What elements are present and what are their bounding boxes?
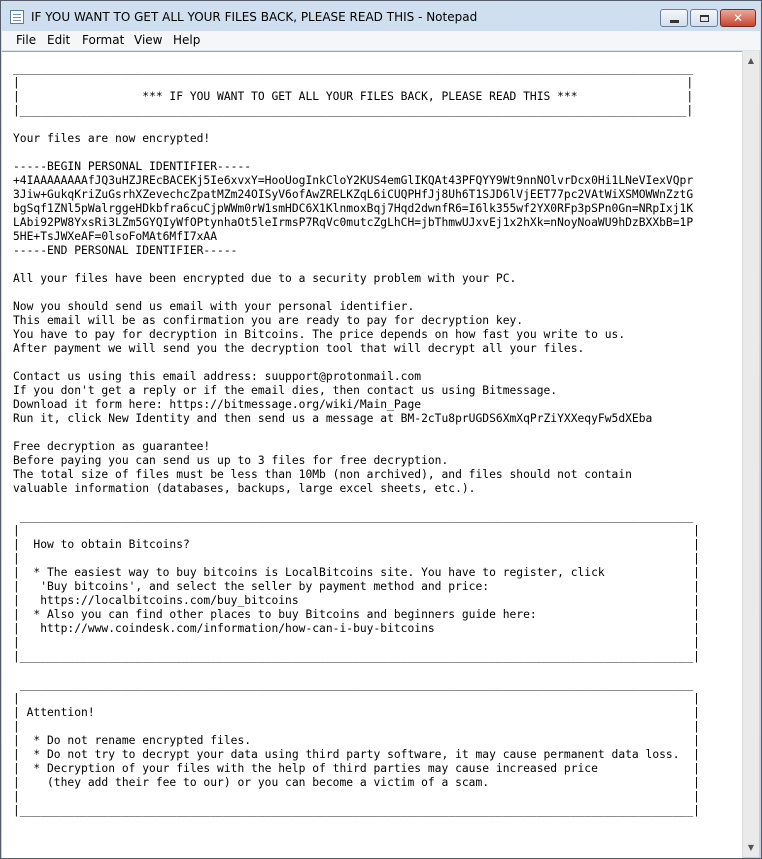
vertical-scrollbar[interactable] [742, 51, 759, 857]
menu-format[interactable]: Format [82, 33, 125, 47]
maximize-button[interactable] [690, 9, 718, 27]
title-bar[interactable] [1, 1, 761, 31]
minimize-button[interactable] [660, 9, 688, 27]
text-editor[interactable] [2, 51, 742, 858]
menu-help[interactable]: Help [173, 33, 201, 47]
notepad-icon[interactable] [10, 10, 24, 24]
menu-file[interactable]: File [16, 33, 37, 47]
window-title: IF YOU WANT TO GET ALL YOUR FILES BACK, PLEASE READ THIS - Notepad [31, 10, 478, 24]
menu-view[interactable]: View [134, 33, 163, 47]
maximize-icon [700, 15, 709, 22]
close-icon: ✕ [732, 11, 744, 25]
document-text[interactable]: ____________________________________________________________________________________________________ | | | *** IF YOU WANT TO GET ALL YOUR FILES BACK, PLEASE READ THIS *** | |__________________________________________________________________________________________________| Your files are now encrypted! -----BEGIN PERSONAL IDENTIFIER----- +4IAAAAAAAAfJQ3uHZJREcBACEKj5Ie6xvxY=HooUogInkCloY2KUS4emGlIKQAt43PFQYY9Wt9nnNOlvrDcx0Hi1LNeVIexVQpr 3Jiw+GukqKriZuGsrhXZevechcZpatMZm24OISyV6ofAwZRELKZqL6iCUQPHfJj8Uh6T1SJD6lVjEET77pc2VAtWiXSMOWWnZztG bgSqf1ZNl5pWalrggeHDkbfra6cuCjpWWm0rW1smHDC6X1KlnmoxBqj7Hqd2dwnfR6=I6lk355wf2YX0RFp3pSPn0Gn=NRpIxj1K LAbi92PW8YxsRi3LZm5GYQIyWfOPtynhaOt5leIrmsP7RqVc0mutcZgLhCH=jbThmwUJxvEj1x2hXk=nNoyNoaWU9hDzBXXbB=1P 5HE+TsJWXeAF=0lsoFoMAt6MfI7xAA -----END PERSONAL IDENTIFIER----- All your files have been encrypted due to a security problem with your PC. Now you should send us email with your personal identifier. This email will be as confirmation you are ready to pay for decryption key. You have to pay for decryption in Bitcoins. The price depends on how fast you write to us. After payment we will send you the decryption tool that will decrypt all your files. Contact us using this email address: suupport@protonmail.com If you don't get a reply or if the email dies, then contact us using Bitmessage. Download it form here: https://bitmessage.org/wiki/Main_Page Run it, click New Identity and then send us a message at BM-2cTu8prUGDS6XmXqPrZiYXXeqyFw5dXEba Free decryption as guarantee! Before paying you can send us up to 3 files for free decryption. The total size of files must be less than 10Mb (non archived), and files should not contain valuable information (databases, backups, large excel sheets, etc.). ___________________________________________________________________________________________________ | | | How to obtain Bitcoins? | | | | * The easiest way to buy bitcoins is LocalBitcoins site. You have to register, click | | 'Buy bitcoins', and select the seller by payment method and price: | | https://localbitcoins.com/buy_bitcoins | | * Also you can find other places to buy Bitcoins and beginners guide here: | | http://www.coindesk.com/information/how-can-i-buy-bitcoins | | | |___________________________________________________________________________________________________| ___________________________________________________________________________________________________ | | | Attention! | | | | * Do not rename encrypted files. | | * Do not try to decrypt your data using third party software, it may cause permanent data loss. | | * Decryption of your files with the help of third parties may cause increased price | | (they add their fee to our) or you can become a victim of a scam. | | | |___________________________________________________________________________________________________| [13, 62, 700, 817]
menu-bar [2, 31, 760, 51]
scroll-up-arrow-icon[interactable]: ▲ [747, 56, 755, 65]
scroll-down-arrow-icon[interactable]: ▼ [747, 843, 755, 852]
menu-edit[interactable]: Edit [47, 33, 71, 47]
close-button[interactable] [720, 9, 756, 27]
minimize-icon [670, 20, 679, 23]
